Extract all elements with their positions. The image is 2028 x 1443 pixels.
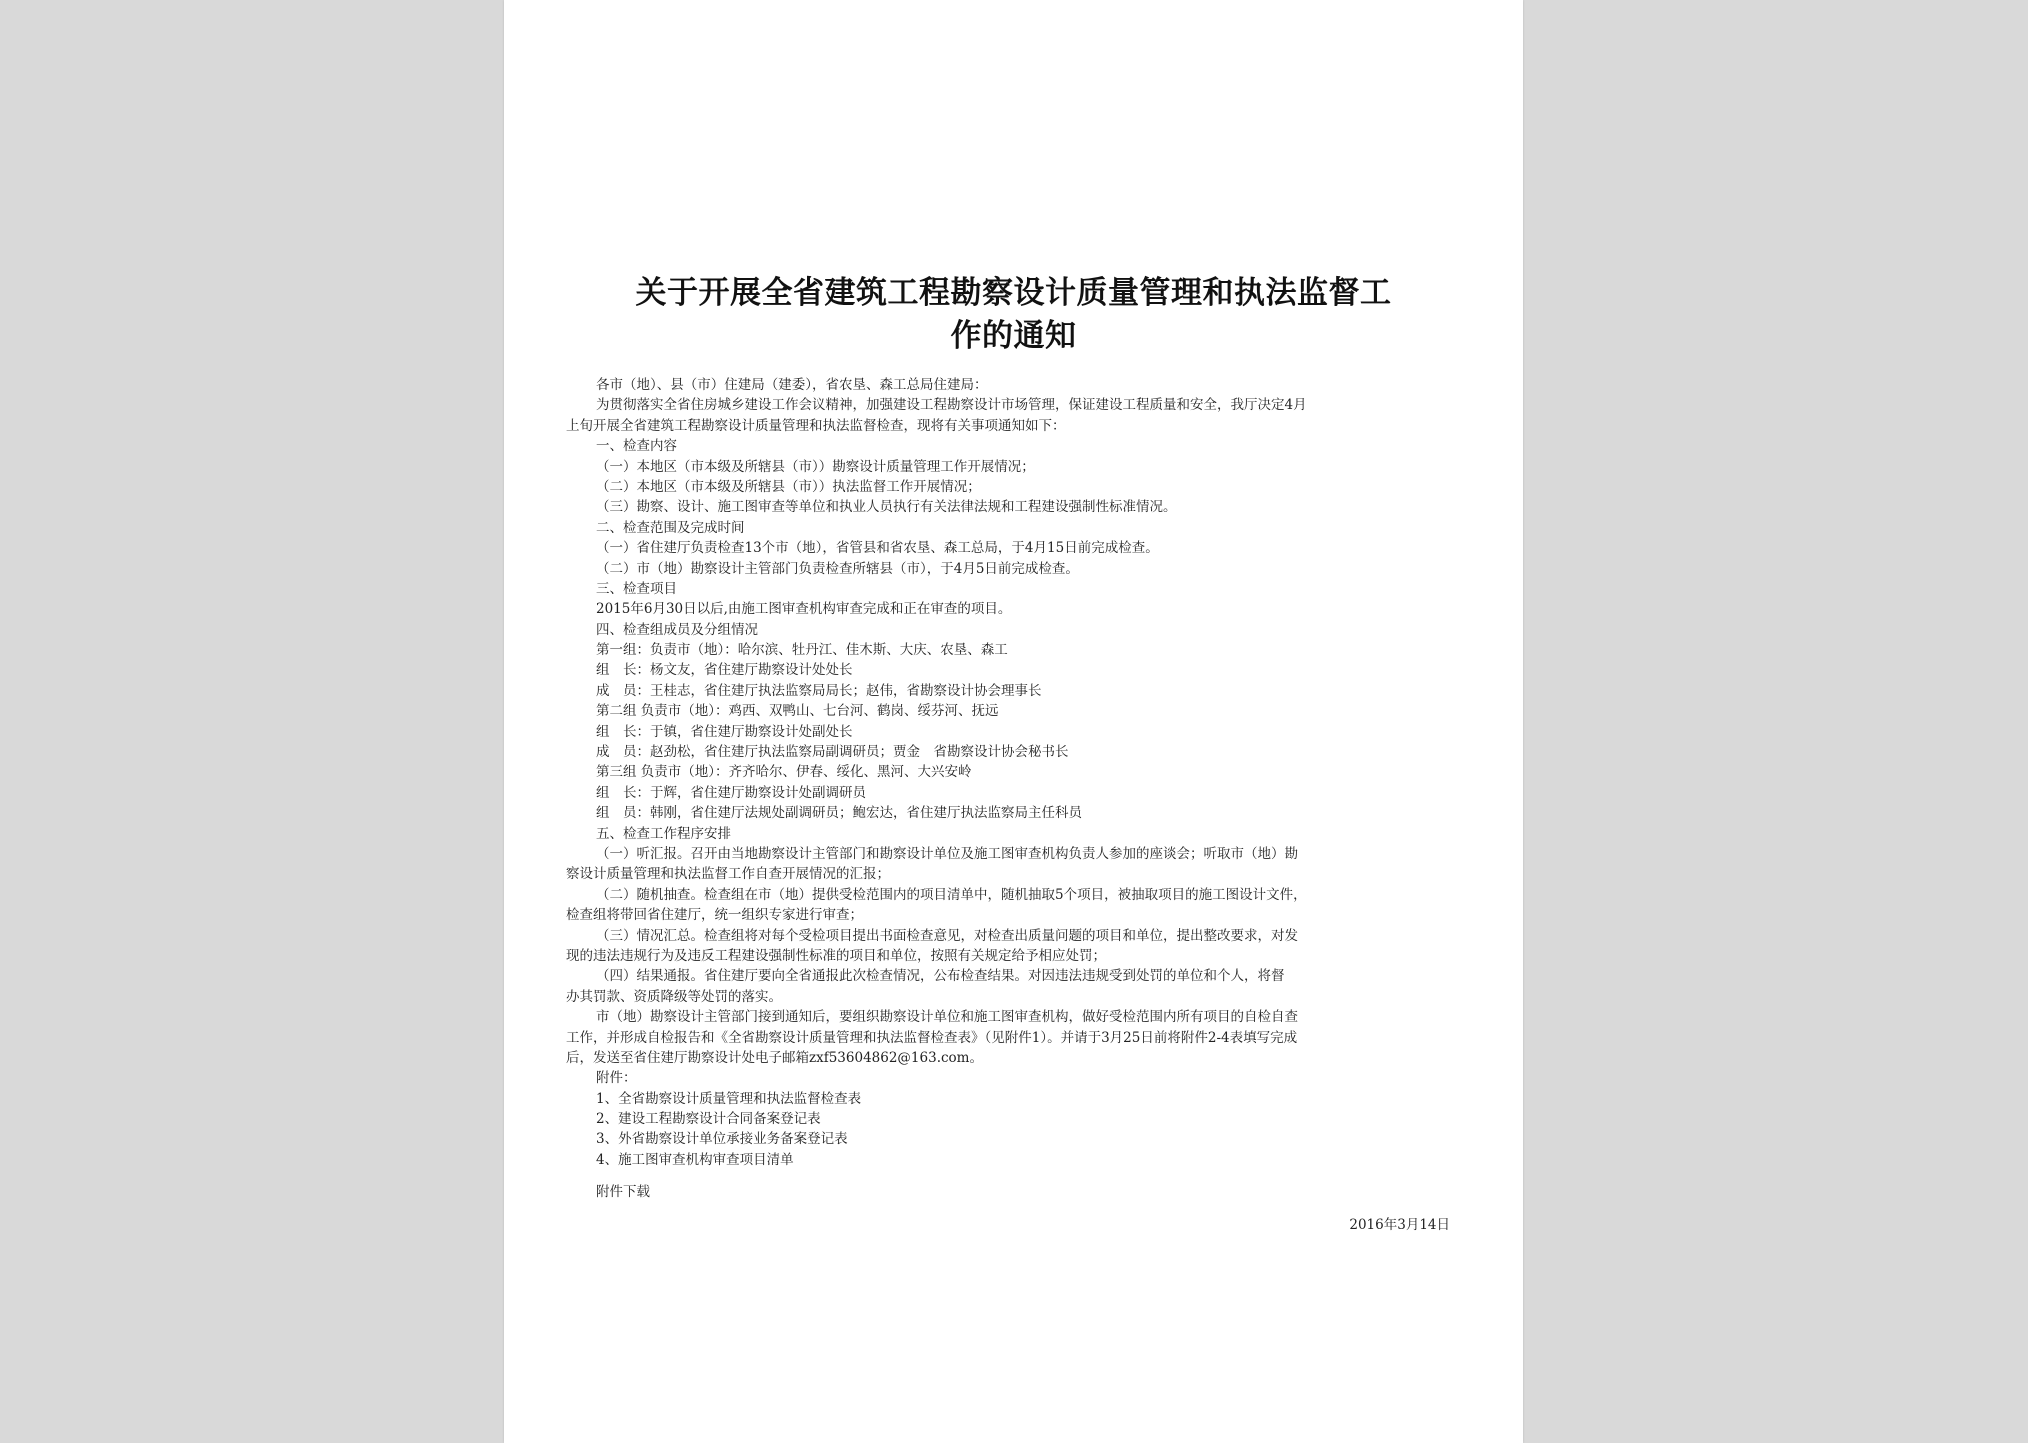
document-body bbox=[566, 375, 1466, 1235]
title-line-2: 作的通知 bbox=[950, 318, 1077, 354]
section-5-heading: 五、检查工作程序安排 bbox=[596, 825, 731, 842]
intro-line-2: 上旬开展全省建筑工程勘察设计质量管理和执法监督检查，现将有关事项通知如下： bbox=[566, 417, 1066, 434]
closing-line-1: 市（地）勘察设计主管部门接到通知后，要组织勘察设计单位和施工图审查机构，做好受检范围内所有项目的自检自查 bbox=[596, 1009, 1298, 1026]
section-1-item-1: （一）本地区（市本级及所辖县（市））勘察设计质量管理工作开展情况； bbox=[596, 458, 1035, 475]
section-1-item-2: （二）本地区（市本级及所辖县（市））执法监督工作开展情况； bbox=[596, 478, 981, 495]
section-5-p3-line-2: 现的违法违规行为及违反工程建设强制性标准的项目和单位，按照有关规定给予相应处罚； bbox=[566, 947, 1106, 964]
spacer bbox=[566, 1170, 1466, 1182]
closing-line-3: 后，发送至省住建厅勘察设计处电子邮箱zxf53604862@163.com。 bbox=[566, 1049, 983, 1066]
title-line-1: 关于开展全省建筑工程勘察设计质量管理和执法监督工 bbox=[635, 275, 1392, 311]
section-5-p4-line-2: 办其罚款、资质降级等处罚的落实。 bbox=[566, 988, 782, 1005]
section-1-heading: 一、检查内容 bbox=[596, 438, 677, 455]
attachment-download-link[interactable]: 附件下载 bbox=[596, 1184, 650, 1201]
section-3-heading: 三、检查项目 bbox=[596, 580, 677, 597]
attachment-4[interactable]: 4、施工图审查机构审查项目清单 bbox=[596, 1151, 794, 1168]
attachments-heading: 附件： bbox=[596, 1070, 637, 1087]
group-1-leader: 组 长：杨文友，省住建厅勘察设计处处长 bbox=[596, 662, 853, 679]
section-1-item-3: （三）勘察、设计、施工图审查等单位和执业人员执行有关法律法规和工程建设强制性标准情况。 bbox=[596, 499, 1177, 516]
section-5-p2-line-2: 检查组将带回省住建厅，统一组织专家进行审查； bbox=[566, 907, 863, 924]
document-title bbox=[544, 272, 1483, 358]
section-5-p4-line-1: （四）结果通报。省住建厅要向全省通报此次检查情况，公布检查结果。对因违法违规受到处罚的单位和个人，将督 bbox=[596, 968, 1285, 985]
attachment-2[interactable]: 2、建设工程勘察设计合同备案登记表 bbox=[596, 1111, 821, 1128]
closing-line-2: 工作，并形成自检报告和《全省勘察设计质量管理和执法监督检查表》（见附件1）。并请于3月25日前将附件2-4表填写完成 bbox=[566, 1029, 1298, 1046]
attachment-1[interactable]: 1、全省勘察设计质量管理和执法监督检查表 bbox=[596, 1090, 862, 1107]
document-page bbox=[504, 0, 1523, 1443]
group-3-members: 组 员：韩刚，省住建厅法规处副调研员；鲍宏达，省住建厅执法监察局主任科员 bbox=[596, 805, 1082, 822]
attachment-3[interactable]: 3、外省勘察设计单位承接业务备案登记表 bbox=[596, 1131, 848, 1148]
document-date: 2016年3月14日 bbox=[1349, 1216, 1450, 1233]
group-2-scope: 第二组 负责市（地）：鸡西、双鸭山、七台河、鹤岗、绥芬河、抚远 bbox=[596, 703, 999, 720]
intro-line-1: 为贯彻落实全省住房城乡建设工作会议精神，加强建设工程勘察设计市场管理，保证建设工程质量和安全，我厅决定4月 bbox=[596, 397, 1307, 414]
section-4-heading: 四、检查组成员及分组情况 bbox=[596, 621, 758, 638]
section-5-p1-line-1: （一）听汇报。召开由当地勘察设计主管部门和勘察设计单位及施工图审查机构负责人参加的座谈会；听取市（地）勘 bbox=[596, 845, 1298, 862]
salutation: 各市（地）、县（市）住建局（建委），省农垦、森工总局住建局： bbox=[596, 377, 988, 393]
section-5-p2-line-1: （二）随机抽查。检查组在市（地）提供受检范围内的项目清单中，随机抽取5个项目，被抽取项目的施工图设计文件， bbox=[596, 886, 1307, 903]
section-2-item-1: （一）省住建厅负责检查13个市（地），省管县和省农垦、森工总局，于4月15日前完成检查。 bbox=[596, 540, 1159, 557]
section-5-p3-line-1: （三）情况汇总。检查组将对每个受检项目提出书面检查意见，对检查出质量问题的项目和单位，提出整改要求，对发 bbox=[596, 927, 1298, 944]
section-3-item-1: 2015年6月30日以后,由施工图审查机构审查完成和正在审查的项目。 bbox=[596, 601, 1012, 618]
spacer bbox=[566, 1203, 1466, 1215]
group-2-members: 成 员：赵劲松，省住建厅执法监察局副调研员；贾金 省勘察设计协会秘书长 bbox=[596, 744, 1069, 761]
group-3-scope: 第三组 负责市（地）：齐齐哈尔、伊春、绥化、黑河、大兴安岭 bbox=[596, 764, 972, 781]
group-1-scope: 第一组：负责市（地）：哈尔滨、牡丹江、佳木斯、大庆、农垦、森工 bbox=[596, 642, 1008, 659]
section-5-p1-line-2: 察设计质量管理和执法监督工作自查开展情况的汇报； bbox=[566, 866, 890, 883]
group-3-leader: 组 长：于辉，省住建厅勘察设计处副调研员 bbox=[596, 784, 866, 801]
section-2-heading: 二、检查范围及完成时间 bbox=[596, 519, 745, 536]
group-1-members: 成 员：王桂志，省住建厅执法监察局局长；赵伟，省勘察设计协会理事长 bbox=[596, 682, 1042, 699]
group-2-leader: 组 长：于镇，省住建厅勘察设计处副处长 bbox=[596, 723, 853, 740]
section-2-item-2: （二）市（地）勘察设计主管部门负责检查所辖县（市），于4月5日前完成检查。 bbox=[596, 560, 1079, 577]
